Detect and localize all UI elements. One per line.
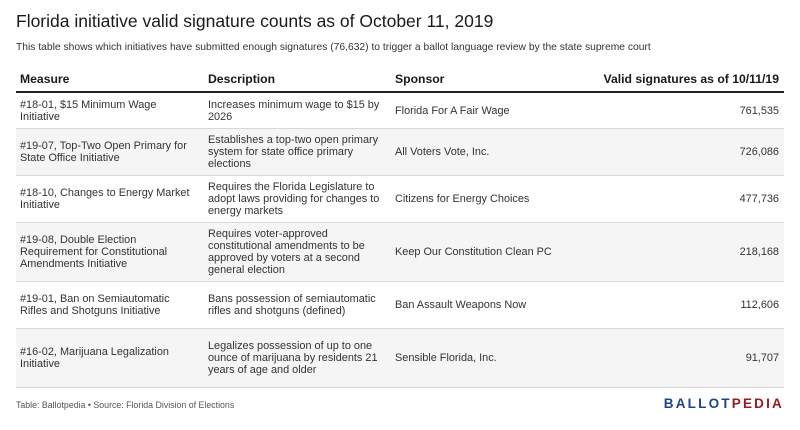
cell-description: Increases minimum wage to $15 by 2026	[204, 92, 391, 129]
cell-signatures: 112,606	[561, 282, 784, 329]
logo-part-pedia: PEDIA	[731, 396, 784, 411]
cell-description: Requires voter-approved constitutional amendments to be approved by voters at a second general election	[204, 223, 391, 282]
cell-signatures: 91,707	[561, 329, 784, 388]
table-row	[16, 223, 784, 282]
cell-measure: #18-01, $15 Minimum Wage Initiative	[16, 92, 204, 129]
cell-sponsor: Keep Our Constitution Clean PC	[391, 223, 561, 282]
cell-sponsor: Sensible Florida, Inc.	[391, 329, 561, 388]
page-title: Florida initiative valid signature counts as of October 11, 2019	[16, 11, 494, 31]
cell-description: Establishes a top-two open primary system for state office primary elections	[204, 129, 391, 176]
cell-signatures: 761,535	[561, 92, 784, 129]
ballotpedia-logo[interactable]	[664, 396, 784, 411]
header-signatures: Valid signatures as of 10/11/19	[561, 66, 784, 92]
table-row	[16, 92, 784, 129]
header-sponsor: Sponsor	[391, 66, 561, 92]
cell-signatures: 477,736	[561, 176, 784, 223]
cell-sponsor: Ban Assault Weapons Now	[391, 282, 561, 329]
cell-description: Legalizes possession of up to one ounce of marijuana by residents 21 years of age and older	[204, 329, 391, 388]
cell-measure: #19-08, Double Election Requirement for Constitutional Amendments Initiative	[16, 223, 204, 282]
table-header-row	[16, 66, 784, 92]
table-row	[16, 176, 784, 223]
table-row	[16, 282, 784, 329]
source-footer: Table: Ballotpedia • Source: Florida Division of Elections	[16, 400, 235, 410]
header-measure: Measure	[16, 66, 204, 92]
cell-measure: #16-02, Marijuana Legalization Initiative	[16, 329, 204, 388]
header-description: Description	[204, 66, 391, 92]
logo-part-ballot: BALLOT	[663, 396, 732, 411]
cell-measure: #19-07, Top-Two Open Primary for State Office Initiative	[16, 129, 204, 176]
cell-measure: #18-10, Changes to Energy Market Initiative	[16, 176, 204, 223]
cell-description: Bans possession of semiautomatic rifles and shotguns (defined)	[204, 282, 391, 329]
table-row	[16, 129, 784, 176]
cell-signatures: 726,086	[561, 129, 784, 176]
cell-sponsor: Citizens for Energy Choices	[391, 176, 561, 223]
cell-sponsor: All Voters Vote, Inc.	[391, 129, 561, 176]
cell-description: Requires the Florida Legislature to adopt laws providing for changes to energy markets	[204, 176, 391, 223]
cell-signatures: 218,168	[561, 223, 784, 282]
page-subtitle: This table shows which initiatives have submitted enough signatures (76,632) to trigger a ballot language review by the state supreme court	[16, 42, 651, 53]
cell-sponsor: Florida For A Fair Wage	[391, 92, 561, 129]
table-row	[16, 329, 784, 388]
cell-measure: #19-01, Ban on Semiautomatic Rifles and Shotguns Initiative	[16, 282, 204, 329]
signature-table	[16, 66, 784, 388]
